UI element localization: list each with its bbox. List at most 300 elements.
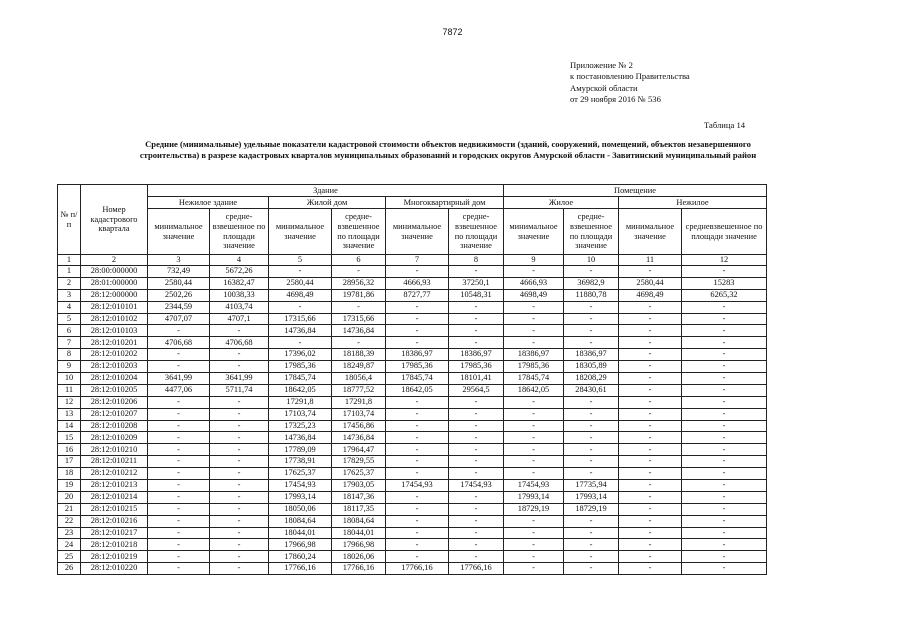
table-cell: 13 <box>58 408 81 420</box>
table-cell: - <box>682 480 767 492</box>
column-number-cell: 4 <box>210 255 269 266</box>
table-cell: - <box>504 337 564 349</box>
table-cell: 17966,98 <box>332 539 386 551</box>
header-avg-value: средневзвешенное по площади значение <box>332 209 386 255</box>
table-cell: 28:01:000000 <box>81 277 148 289</box>
table-row <box>58 408 767 420</box>
table-row <box>58 325 767 337</box>
table-cell: 17964,47 <box>332 444 386 456</box>
table-cell: 28:12:010206 <box>81 396 148 408</box>
table-cell: - <box>619 515 682 527</box>
table-cell: 18386,97 <box>386 349 449 361</box>
table-cell: 17860,24 <box>269 551 332 563</box>
table-cell: - <box>619 432 682 444</box>
table-cell: 10038,33 <box>210 289 269 301</box>
table-cell: 3 <box>58 289 81 301</box>
table-cell: 28:12:010218 <box>81 539 148 551</box>
table-row <box>58 301 767 313</box>
table-cell: - <box>504 396 564 408</box>
table-cell: - <box>449 503 504 515</box>
table-cell: 17315,66 <box>332 313 386 325</box>
table-cell: - <box>682 361 767 373</box>
table-cell: 20 <box>58 491 81 503</box>
table-cell: 17738,91 <box>269 456 332 468</box>
table-cell: - <box>269 301 332 313</box>
table-cell: 17291,8 <box>269 396 332 408</box>
table-cell: - <box>564 420 619 432</box>
table-cell: - <box>148 563 210 575</box>
table-cell: 18642,05 <box>269 384 332 396</box>
column-number-cell: 10 <box>564 255 619 266</box>
table-cell: 18050,06 <box>269 503 332 515</box>
table-cell: - <box>210 551 269 563</box>
table-cell: - <box>148 432 210 444</box>
table-cell: 18056,4 <box>332 373 386 385</box>
table-cell: 11 <box>58 384 81 396</box>
table-cell: 14736,84 <box>332 432 386 444</box>
table-cell: - <box>148 468 210 480</box>
table-cell: 4706,68 <box>210 337 269 349</box>
table-cell: 4 <box>58 301 81 313</box>
table-row <box>58 456 767 468</box>
table-cell: - <box>564 527 619 539</box>
document-title-line: строительства) в разрезе кадастровых кварталов муниципальных образований и городских округов Амурской области - Завитинский муниципальный район <box>139 150 757 160</box>
table-cell: - <box>682 384 767 396</box>
table-cell: 28:12:010102 <box>81 313 148 325</box>
table-cell: - <box>619 456 682 468</box>
cadastral-value-table <box>57 184 767 575</box>
table-cell: - <box>619 408 682 420</box>
table-cell: 28:12:010220 <box>81 563 148 575</box>
table-cell: 17993,14 <box>269 491 332 503</box>
table-label: Таблица 14 <box>704 120 746 130</box>
table-cell: - <box>682 408 767 420</box>
table-cell: 17625,37 <box>332 468 386 480</box>
table-row <box>58 337 767 349</box>
table-cell: 28:12:000000 <box>81 289 148 301</box>
table-cell: 17993,14 <box>504 491 564 503</box>
table-row <box>58 384 767 396</box>
header-premises: Помещение <box>504 185 767 197</box>
table-cell: 4666,93 <box>386 277 449 289</box>
table-cell: - <box>619 313 682 325</box>
table-row <box>58 551 767 563</box>
table-cell: 22 <box>58 515 81 527</box>
table-cell: 2580,44 <box>148 277 210 289</box>
table-cell: - <box>682 539 767 551</box>
table-cell: 17325,23 <box>269 420 332 432</box>
table-cell: 28:12:010217 <box>81 527 148 539</box>
table-cell: 28:12:010204 <box>81 373 148 385</box>
table-cell: - <box>386 527 449 539</box>
table-cell: 23 <box>58 527 81 539</box>
table-cell: 28430,61 <box>564 384 619 396</box>
table-cell: - <box>504 539 564 551</box>
column-number-cell: 8 <box>449 255 504 266</box>
table-row <box>58 444 767 456</box>
table-cell: 6265,32 <box>682 289 767 301</box>
table-cell: 4666,93 <box>504 277 564 289</box>
header-building: Здание <box>148 185 504 197</box>
column-number-cell: 11 <box>619 255 682 266</box>
table-cell: - <box>682 503 767 515</box>
table-cell: 16 <box>58 444 81 456</box>
table-cell: - <box>504 408 564 420</box>
table-row <box>58 539 767 551</box>
table-cell: 12 <box>58 396 81 408</box>
table-cell: 28:12:010203 <box>81 361 148 373</box>
table-cell: 4698,49 <box>269 289 332 301</box>
table-cell: 17985,36 <box>449 361 504 373</box>
table-cell: - <box>148 396 210 408</box>
table-cell: - <box>504 551 564 563</box>
table-cell: - <box>504 313 564 325</box>
table-cell: - <box>210 396 269 408</box>
table-cell: - <box>682 396 767 408</box>
table-cell: 4706,68 <box>148 337 210 349</box>
table-cell: 18084,64 <box>269 515 332 527</box>
table-cell: 17766,16 <box>332 563 386 575</box>
table-cell: 17103,74 <box>332 408 386 420</box>
table-cell: - <box>386 444 449 456</box>
header-min-value: минимальное значение <box>269 209 332 255</box>
table-cell: - <box>682 373 767 385</box>
table-cell: 15283 <box>682 277 767 289</box>
table-cell: - <box>269 266 332 278</box>
table-cell: - <box>682 563 767 575</box>
table-cell: 17845,74 <box>504 373 564 385</box>
table-cell: 26 <box>58 563 81 575</box>
table-row <box>58 349 767 361</box>
table-cell: 29564,5 <box>449 384 504 396</box>
table-cell: - <box>504 420 564 432</box>
table-cell: - <box>564 539 619 551</box>
header-min-value: минимальное значение <box>148 209 210 255</box>
table-cell: 37250,1 <box>449 277 504 289</box>
table-cell: 18188,39 <box>332 349 386 361</box>
table-cell: 18044,01 <box>269 527 332 539</box>
table-cell: 28:00:000000 <box>81 266 148 278</box>
table-cell: 18386,97 <box>564 349 619 361</box>
table-cell: 28:12:010202 <box>81 349 148 361</box>
table-row <box>58 373 767 385</box>
header-avg-value: средневзвешенное по площади значение <box>564 209 619 255</box>
table-cell: 732,49 <box>148 266 210 278</box>
table-cell: - <box>210 491 269 503</box>
header-apartment-building: Многоквартирный дом <box>386 197 504 209</box>
table-cell: - <box>564 266 619 278</box>
table-cell: - <box>619 551 682 563</box>
table-cell: - <box>210 539 269 551</box>
table-cell: 28:12:010216 <box>81 515 148 527</box>
table-cell: - <box>386 313 449 325</box>
table-cell: - <box>386 396 449 408</box>
table-cell: - <box>148 349 210 361</box>
table-cell: - <box>504 444 564 456</box>
table-cell: - <box>148 361 210 373</box>
table-cell: - <box>682 551 767 563</box>
table-cell: - <box>386 551 449 563</box>
table-cell: 8 <box>58 349 81 361</box>
table-cell: - <box>449 301 504 313</box>
table-cell: - <box>619 361 682 373</box>
table-cell: 17625,37 <box>269 468 332 480</box>
table-cell: - <box>564 408 619 420</box>
table-cell: 5672,26 <box>210 266 269 278</box>
table-cell: 28:12:010208 <box>81 420 148 432</box>
table-cell: - <box>210 361 269 373</box>
table-cell: 21 <box>58 503 81 515</box>
table-cell: - <box>504 456 564 468</box>
header-avg-value: средневзвешенное по площади значение <box>210 209 269 255</box>
table-row <box>58 361 767 373</box>
table-cell: - <box>619 539 682 551</box>
table-cell: 18249,87 <box>332 361 386 373</box>
table-cell: 18208,29 <box>564 373 619 385</box>
table-cell: - <box>619 349 682 361</box>
table-cell: - <box>619 563 682 575</box>
table-cell: - <box>449 313 504 325</box>
table-cell: 7 <box>58 337 81 349</box>
table-cell: 17291,8 <box>332 396 386 408</box>
table-cell: - <box>210 515 269 527</box>
table-body <box>58 266 767 575</box>
table-cell: 17966,98 <box>269 539 332 551</box>
table-cell: 9 <box>58 361 81 373</box>
table-cell: 17985,36 <box>386 361 449 373</box>
header-nonresidential-building: Нежилое здание <box>148 197 269 209</box>
table-cell: - <box>449 432 504 444</box>
table-cell: 17454,93 <box>449 480 504 492</box>
table-cell: 18117,35 <box>332 503 386 515</box>
table-cell: 17789,09 <box>269 444 332 456</box>
table-cell: - <box>564 444 619 456</box>
table-row <box>58 289 767 301</box>
table-cell: - <box>682 301 767 313</box>
table-cell: - <box>449 266 504 278</box>
table-cell: - <box>564 396 619 408</box>
table-cell: 17 <box>58 456 81 468</box>
table-row <box>58 420 767 432</box>
column-number-row <box>58 255 767 266</box>
table-cell: 4103,74 <box>210 301 269 313</box>
table-row <box>58 563 767 575</box>
table-cell: - <box>682 420 767 432</box>
table-cell: 28:12:010210 <box>81 444 148 456</box>
table-cell: 14736,84 <box>332 325 386 337</box>
table-cell: - <box>332 301 386 313</box>
table-cell: 28:12:010219 <box>81 551 148 563</box>
table-cell: - <box>564 432 619 444</box>
table-cell: 17985,36 <box>269 361 332 373</box>
table-cell: - <box>504 563 564 575</box>
table-cell: - <box>619 480 682 492</box>
table-cell: - <box>210 420 269 432</box>
table-cell: - <box>449 325 504 337</box>
table-cell: - <box>619 373 682 385</box>
table-cell: - <box>386 491 449 503</box>
table-row <box>58 277 767 289</box>
table-row <box>58 432 767 444</box>
table-cell: 2344,59 <box>148 301 210 313</box>
table-cell: - <box>619 527 682 539</box>
table-cell: - <box>564 337 619 349</box>
table-cell: 17845,74 <box>386 373 449 385</box>
table-cell: 8727,77 <box>386 289 449 301</box>
table-cell: 18147,36 <box>332 491 386 503</box>
table-cell: 28:12:010103 <box>81 325 148 337</box>
table-cell: - <box>449 539 504 551</box>
table-cell: - <box>210 563 269 575</box>
column-number-cell: 12 <box>682 255 767 266</box>
appendix-line: Амурской области <box>570 82 638 93</box>
table-cell: 19781,86 <box>332 289 386 301</box>
table-cell: 17454,93 <box>504 480 564 492</box>
table-cell: - <box>504 515 564 527</box>
column-number-cell: 6 <box>332 255 386 266</box>
appendix-block <box>570 60 690 105</box>
table-cell: - <box>564 468 619 480</box>
table-cell: - <box>682 337 767 349</box>
table-cell: - <box>449 456 504 468</box>
table-cell: 17454,93 <box>386 480 449 492</box>
header-min-value: минимальное значение <box>504 209 564 255</box>
table-cell: - <box>148 491 210 503</box>
table-cell: 28:12:010213 <box>81 480 148 492</box>
table-cell: - <box>449 515 504 527</box>
table-cell: - <box>682 432 767 444</box>
table-cell: - <box>564 551 619 563</box>
table-cell: 28:12:010205 <box>81 384 148 396</box>
table-cell: - <box>210 432 269 444</box>
table-cell: - <box>386 325 449 337</box>
table-cell: 18 <box>58 468 81 480</box>
table-cell: - <box>386 266 449 278</box>
table-cell: 18729,19 <box>564 503 619 515</box>
table-cell: - <box>682 313 767 325</box>
document-title-line: Средние (минимальные) удельные показатели кадастровой стоимости объектов недвижимости (зданий, сооружений, помещений, объектов незавершенного <box>145 139 751 149</box>
table-cell: - <box>619 491 682 503</box>
table-cell: 28956,32 <box>332 277 386 289</box>
table-cell: 11880,78 <box>564 289 619 301</box>
table-cell: - <box>386 432 449 444</box>
table-cell: 5 <box>58 313 81 325</box>
table-cell: - <box>148 325 210 337</box>
table-cell: - <box>682 515 767 527</box>
table-cell: - <box>332 266 386 278</box>
page-number: 7872 <box>442 27 463 37</box>
table-row <box>58 480 767 492</box>
table-cell: 3641,99 <box>210 373 269 385</box>
table-cell: - <box>386 503 449 515</box>
table-cell: - <box>504 527 564 539</box>
table-cell: 4707,07 <box>148 313 210 325</box>
table-cell: 18305,89 <box>564 361 619 373</box>
table-cell: - <box>564 515 619 527</box>
table-cell: - <box>504 468 564 480</box>
table-cell: 28:12:010215 <box>81 503 148 515</box>
table-cell: - <box>449 396 504 408</box>
table-cell: 25 <box>58 551 81 563</box>
column-number-cell: 7 <box>386 255 449 266</box>
header-cadastral-quarter: Номер кадастрового квартала <box>81 185 148 255</box>
appendix-line: Приложение № 2 <box>570 60 633 70</box>
table-cell: - <box>449 491 504 503</box>
table-cell: 18386,97 <box>504 349 564 361</box>
table-cell: 17766,16 <box>449 563 504 575</box>
table-cell: 1 <box>58 266 81 278</box>
table-cell: - <box>619 266 682 278</box>
table-cell: - <box>210 480 269 492</box>
table-cell: - <box>210 468 269 480</box>
table-cell: 15 <box>58 432 81 444</box>
table-cell: 28:12:010209 <box>81 432 148 444</box>
table-cell: 18729,19 <box>504 503 564 515</box>
table-cell: - <box>619 503 682 515</box>
table-cell: 2 <box>58 277 81 289</box>
header-min-value: минимальное значение <box>619 209 682 255</box>
table-cell: - <box>386 301 449 313</box>
table-cell: - <box>210 349 269 361</box>
table-cell: - <box>619 468 682 480</box>
table-row <box>58 468 767 480</box>
table-cell: 6 <box>58 325 81 337</box>
table-cell: - <box>148 527 210 539</box>
document-title <box>68 139 828 161</box>
table-cell: 14 <box>58 420 81 432</box>
table-cell: - <box>564 313 619 325</box>
table-cell: 28:12:010214 <box>81 491 148 503</box>
table-cell: - <box>619 420 682 432</box>
table-cell: 18101,41 <box>449 373 504 385</box>
column-number-cell: 1 <box>58 255 81 266</box>
table-cell: - <box>682 325 767 337</box>
table-cell: - <box>564 563 619 575</box>
table-cell: - <box>210 527 269 539</box>
table-cell: - <box>619 396 682 408</box>
table-cell: - <box>148 480 210 492</box>
table-cell: 14736,84 <box>269 432 332 444</box>
table-cell: 10548,31 <box>449 289 504 301</box>
table-cell: 4477,06 <box>148 384 210 396</box>
table-cell: 19 <box>58 480 81 492</box>
table-cell: - <box>332 337 386 349</box>
table-cell: 16382,47 <box>210 277 269 289</box>
table-cell: - <box>148 515 210 527</box>
table-cell: - <box>148 444 210 456</box>
table-cell: - <box>619 325 682 337</box>
table-cell: - <box>148 551 210 563</box>
table-cell: - <box>619 384 682 396</box>
appendix-line: к постановлению Правительства <box>570 71 690 82</box>
column-number-cell: 5 <box>269 255 332 266</box>
table-cell: 10 <box>58 373 81 385</box>
header-residential-premises: Жилое <box>504 197 619 209</box>
header-avg-value: средневзвешенное по площади значение <box>449 209 504 255</box>
table-cell: - <box>449 408 504 420</box>
table-cell: 2580,44 <box>269 277 332 289</box>
table-cell: 17903,05 <box>332 480 386 492</box>
table-row <box>58 266 767 278</box>
table-cell: 28:12:010207 <box>81 408 148 420</box>
table-cell: 17735,94 <box>564 480 619 492</box>
table-cell: - <box>210 456 269 468</box>
column-number-cell: 9 <box>504 255 564 266</box>
table-cell: - <box>148 456 210 468</box>
table-cell: 17454,93 <box>269 480 332 492</box>
table-cell: - <box>386 420 449 432</box>
table-cell: 17103,74 <box>269 408 332 420</box>
